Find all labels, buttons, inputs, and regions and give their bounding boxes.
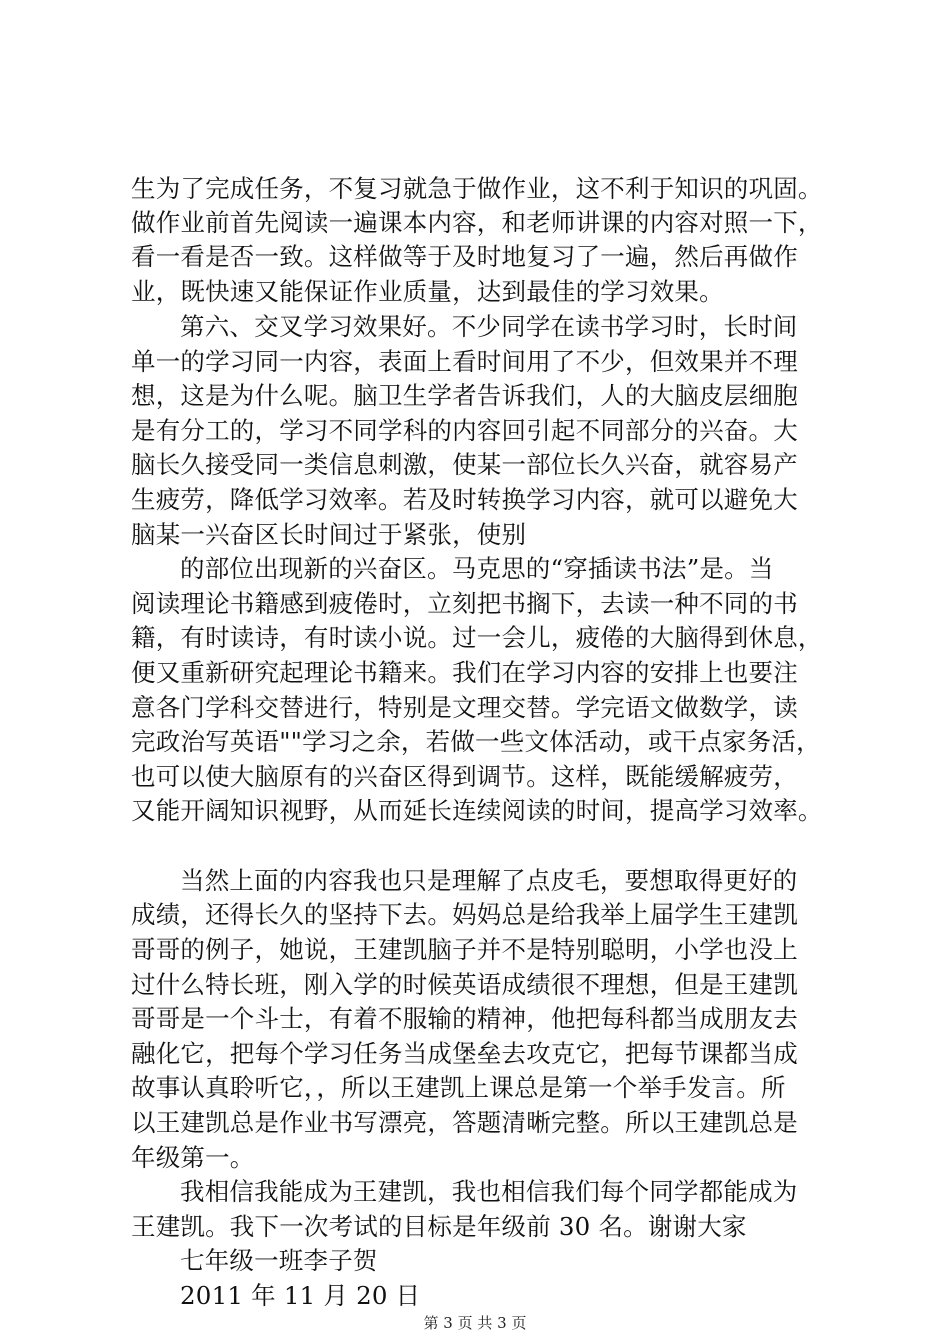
text-line: 阅读理论书籍感到疲倦时，立刻把书搁下，去读一种不同的书 [131, 589, 798, 618]
text-line: 当然上面的内容我也只是理解了点皮毛，要想取得更好的 [180, 866, 798, 895]
text-line: 年级第一。 [131, 1143, 255, 1172]
text-line: 意各门学科交替进行，特别是文理交替。学完语文做数学，读 [131, 693, 798, 722]
text-line: 故事认真聆听它，，所以王建凯上课总是第一个举手发言。所 [131, 1073, 786, 1102]
text-line: 哥哥的例子，她说，王建凯脑子并不是特别聪明，小学也没上 [131, 935, 798, 964]
text-line: 王建凯。我下一次考试的目标是年级前 30 名。谢谢大家 [131, 1212, 747, 1241]
text-line: 籍，有时读诗，有时读小说。过一会儿，疲倦的大脑得到休息， [131, 623, 823, 652]
signature-date: 2011 年 11 月 20 日 [180, 1281, 421, 1310]
signature-author: 七年级一班李子贺 [180, 1246, 378, 1275]
text-line: 的部位出现新的兴奋区。马克思的“穿插读书法”是。当 [180, 554, 774, 583]
text-line: 单一的学习同一内容，表面上看时间用了不少，但效果并不理 [131, 347, 798, 376]
text-line: 融化它，把每个学习任务当成堡垒去攻克它，把每节课都当成 [131, 1039, 798, 1068]
text-line: 完政治写英语""学习之余，若做一些文体活动，或干点家务活， [131, 727, 821, 756]
text-line: 生为了完成任务，不复习就急于做作业，这不利于知识的巩固。 [131, 174, 823, 203]
text-line: 想，这是为什么呢。脑卫生学者告诉我们，人的大脑皮层细胞 [131, 381, 798, 410]
text-line: 做作业前首先阅读一遍课本内容，和老师讲课的内容对照一下， [131, 208, 823, 237]
text-line: 脑某一兴奋区长时间过于紧张，使别 [131, 520, 527, 549]
text-line: 生疲劳，降低学习效率。若及时转换学习内容，就可以避免大 [131, 485, 798, 514]
text-line: 便又重新研究起理论书籍来。我们在学习内容的安排上也要注 [131, 658, 798, 687]
text-line: 哥哥是一个斗士，有着不服输的精神，他把每科都当成朋友去 [131, 1004, 798, 1033]
text-line: 我相信我能成为王建凯，我也相信我们每个同学都能成为 [180, 1177, 798, 1206]
text-line: 业，既快速又能保证作业质量，达到最佳的学习效果。 [131, 277, 724, 306]
text-line: 又能开阔知识视野，从而延长连续阅读的时间，提高学习效率。 [131, 796, 823, 825]
text-line: 看一看是否一致。这样做等于及时地复习了一遍，然后再做作 [131, 242, 798, 271]
page-footer: 第 3 页 共 3 页 [423, 1314, 527, 1332]
text-line: 第六、交叉学习效果好。不少同学在读书学习时，长时间 [180, 312, 798, 341]
text-line: 以王建凯总是作业书写漂亮，答题清晰完整。所以王建凯总是 [131, 1108, 798, 1137]
text-line: 也可以使大脑原有的兴奋区得到调节。这样，既能缓解疲劳， [131, 762, 798, 791]
text-line: 过什么特长班，刚入学的时候英语成绩很不理想，但是王建凯 [131, 970, 798, 999]
text-line: 脑长久接受同一类信息刺激，使某一部位长久兴奋，就容易产 [131, 450, 798, 479]
text-line: 成绩，还得长久的坚持下去。妈妈总是给我举上届学生王建凯 [131, 900, 798, 929]
text-line: 是有分工的，学习不同学科的内容回引起不同部分的兴奋。大 [131, 416, 798, 445]
